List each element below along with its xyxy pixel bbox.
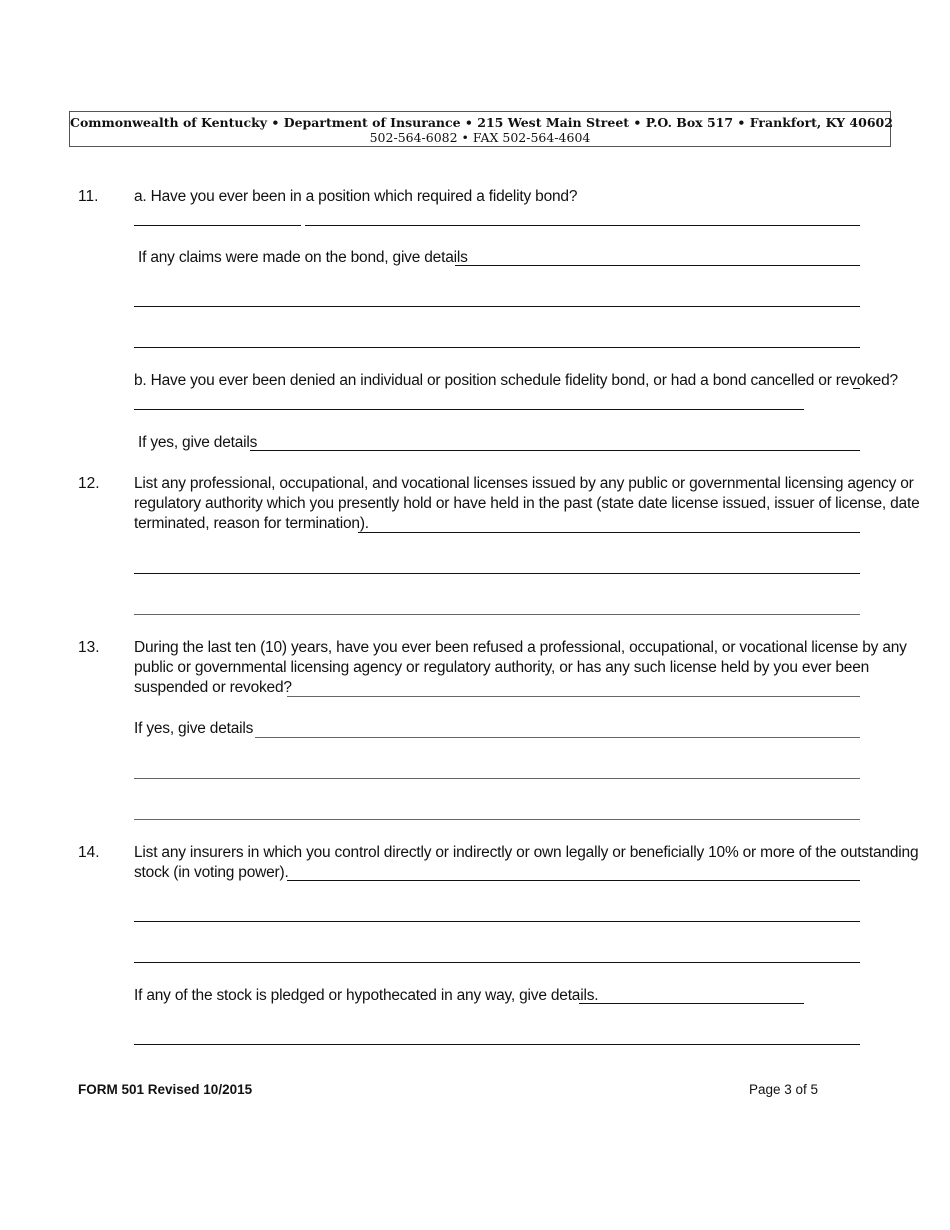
- agency-header: [69, 111, 891, 147]
- q11b-details-label: If yes, give details: [138, 434, 258, 451]
- q14-answer-field[interactable]: [287, 880, 860, 881]
- question-13-text-line-3: suspended or revoked?: [134, 679, 292, 696]
- q11b-answer-field-line-2[interactable]: [134, 409, 804, 410]
- q14-pledged-field[interactable]: [579, 1003, 804, 1004]
- q11b-details-field[interactable]: [250, 450, 860, 451]
- q11a-answer-field-1[interactable]: [134, 225, 301, 226]
- q11a-claims-label: If any claims were made on the bond, give details: [138, 249, 468, 266]
- question-13-text-line-1: During the last ten (10) years, have you ever been refused a professional, occupational, or vocational license by any: [134, 639, 907, 656]
- q11b-answer-field[interactable]: [853, 388, 860, 389]
- q12-answer-field[interactable]: [358, 532, 860, 533]
- question-14-text-line-1: List any insurers in which you control directly or indirectly or own legally or beneficially 10% or more of the outstanding: [134, 844, 919, 861]
- q11a-answer-field-2[interactable]: [305, 225, 860, 226]
- question-11-number: 11.: [78, 188, 99, 205]
- q13-answer-field[interactable]: [287, 696, 860, 697]
- q13-details-field[interactable]: [255, 737, 860, 738]
- question-13-text-line-2: public or governmental licensing agency or regulatory authority, or has any such license held by you ever been: [134, 659, 870, 676]
- q13-details-label: If yes, give details: [134, 720, 254, 737]
- q11a-claims-field[interactable]: [455, 265, 860, 266]
- q14-pledged-label: If any of the stock is pledged or hypothecated in any way, give details.: [134, 987, 599, 1004]
- question-11b-text: b. Have you ever been denied an individual or position schedule fidelity bond, or had a bond cancelled or revoked?: [134, 372, 898, 389]
- q12-answer-field-line-3[interactable]: [134, 614, 860, 615]
- question-12-text-line-2: regulatory authority which you presently hold or have held in the past (state date license issued, issuer of license, date: [134, 495, 920, 512]
- question-14-number: 14.: [78, 844, 100, 861]
- q13-details-field-line-2[interactable]: [134, 778, 860, 779]
- agency-address: Commonwealth of Kentucky • Department of Insurance • 215 West Main Street • P.O. Box 517 • Frankfort, KY 40602: [70, 115, 893, 130]
- page-number: Page 3 of 5: [749, 1082, 819, 1097]
- question-12-text-line-3: terminated, reason for termination).: [134, 515, 369, 532]
- form-revision: FORM 501 Revised 10/2015: [78, 1082, 253, 1097]
- question-12-text-line-1: List any professional, occupational, and vocational licenses issued by any public or governmental licensing agency or: [134, 475, 914, 492]
- q14-pledged-field-line-2[interactable]: [134, 1044, 860, 1045]
- question-13-number: 13.: [78, 639, 100, 656]
- q14-answer-field-line-2[interactable]: [134, 921, 860, 922]
- q14-answer-field-line-3[interactable]: [134, 962, 860, 963]
- agency-phone-fax: 502-564-6082 • FAX 502-564-4604: [369, 130, 591, 145]
- q11a-claims-field-line-2[interactable]: [134, 306, 860, 307]
- q12-answer-field-line-2[interactable]: [134, 573, 860, 574]
- question-12-number: 12.: [78, 475, 100, 492]
- question-11a-text: a. Have you ever been in a position which required a fidelity bond?: [134, 188, 578, 205]
- q13-details-field-line-3[interactable]: [134, 819, 860, 820]
- q11a-claims-field-line-3[interactable]: [134, 347, 860, 348]
- question-14-text-line-2: stock (in voting power).: [134, 864, 289, 881]
